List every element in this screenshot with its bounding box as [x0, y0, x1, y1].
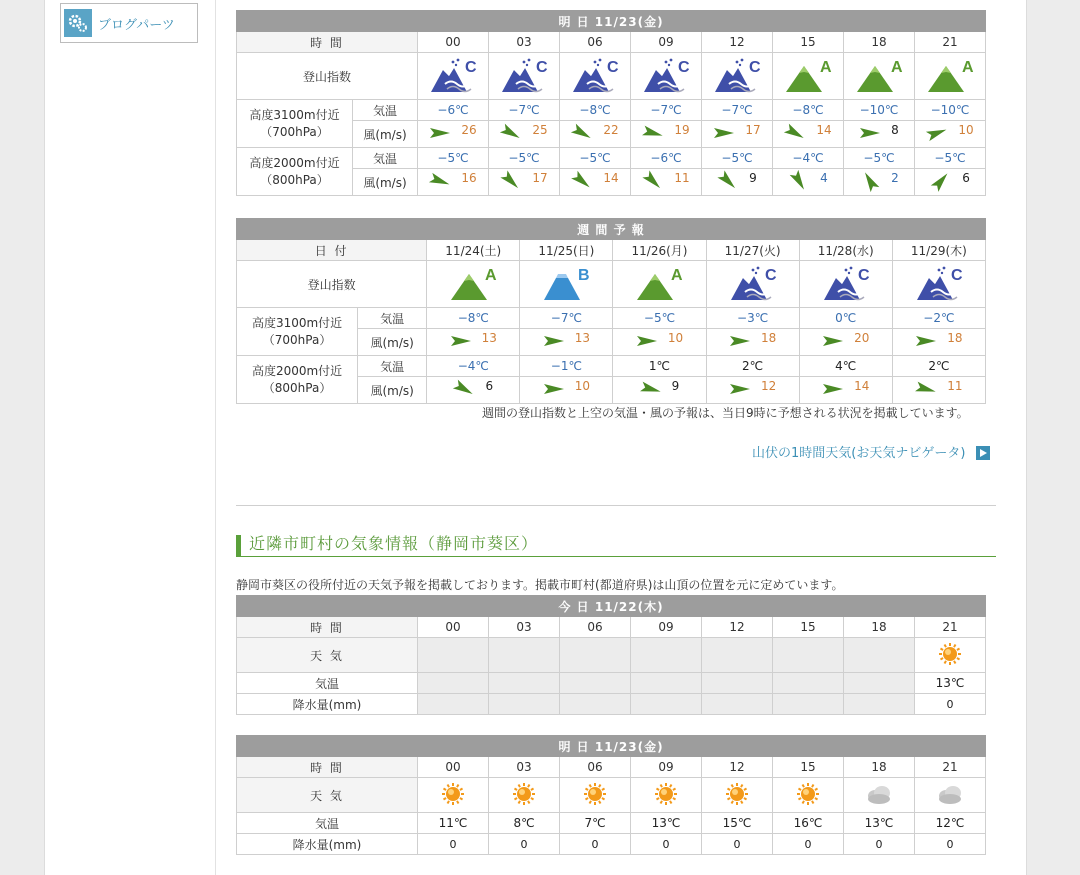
svg-text:C: C	[950, 266, 963, 284]
index-cell	[520, 261, 613, 308]
green-mountain-icon	[633, 266, 685, 305]
snow-mountain-icon	[498, 58, 550, 97]
weather-cell	[915, 638, 986, 673]
wind-arrow-icon	[822, 381, 844, 400]
alt2-label-cell	[237, 356, 358, 404]
navi-link-text: 山伏の1時間天気(お天気ナビゲータ)	[752, 446, 966, 461]
weather-cell	[773, 778, 844, 813]
wind-speed: 19	[674, 123, 690, 137]
wind-arrow-icon	[859, 125, 881, 144]
wind-cell	[915, 121, 986, 148]
temp-cell: −4℃	[773, 148, 844, 169]
temp-cell: 4℃	[799, 356, 892, 377]
hour-cell: 12	[702, 757, 773, 778]
wind-cell	[799, 329, 892, 356]
wind-arrow-icon	[571, 173, 593, 192]
snow-mountain-icon	[913, 266, 965, 305]
temp-cell	[773, 673, 844, 694]
temp-cell: 12℃	[915, 813, 986, 834]
navi-link[interactable]	[752, 442, 990, 461]
wind-arrow-icon	[543, 381, 565, 400]
alt2-sub: （800hPa）	[260, 172, 329, 187]
weather-cell	[560, 638, 631, 673]
wind-arrow-icon	[500, 173, 522, 192]
table-title: 明 日 11/23(金)	[237, 736, 986, 757]
temp-cell: −8℃	[560, 100, 631, 121]
wind-speed: 25	[532, 123, 548, 137]
precip-cell	[631, 694, 702, 715]
cloud-icon	[866, 794, 892, 808]
temp-cell: −7℃	[702, 100, 773, 121]
temp-cell: 8℃	[489, 813, 560, 834]
wind-speed: 17	[532, 171, 548, 185]
wind-speed: 4	[820, 171, 828, 185]
time-label: 時 間	[237, 757, 418, 778]
index-cell	[844, 53, 915, 100]
wind-cell	[702, 121, 773, 148]
wind-arrow-icon	[729, 381, 751, 400]
temp-cell: −7℃	[520, 308, 613, 329]
wind-speed: 2	[891, 171, 899, 185]
temp-cell: −7℃	[631, 100, 702, 121]
sun-icon	[583, 795, 607, 809]
weekly-table	[236, 218, 986, 404]
arrow-right-icon	[976, 446, 990, 460]
svg-text:C: C	[536, 58, 548, 76]
weather-cell	[631, 778, 702, 813]
hour-cell: 00	[418, 32, 489, 53]
precip-cell	[773, 694, 844, 715]
precip-cell: 0	[489, 834, 560, 855]
index-cell	[560, 53, 631, 100]
temp-cell: −5℃	[844, 148, 915, 169]
hour-cell: 15	[773, 617, 844, 638]
precip-cell: 0	[560, 834, 631, 855]
wind-arrow-icon	[543, 333, 565, 352]
wind-speed: 20	[854, 331, 870, 345]
gear-icon	[64, 9, 92, 37]
temp-cell: 1℃	[613, 356, 706, 377]
wind-speed: 8	[891, 123, 899, 137]
wind-label: 風(m/s)	[358, 377, 427, 404]
wind-cell	[892, 329, 985, 356]
wind-speed: 17	[745, 123, 761, 137]
hour-cell: 00	[418, 757, 489, 778]
temp-cell: 13℃	[844, 813, 915, 834]
wind-arrow-icon	[453, 381, 475, 400]
sidebar	[45, 0, 216, 875]
wind-arrow-icon	[788, 173, 810, 192]
index-cell	[706, 261, 799, 308]
alt2-sub: （800hPa）	[262, 380, 332, 395]
svg-text:A: A	[485, 266, 497, 284]
temp-cell	[560, 673, 631, 694]
hour-cell: 09	[631, 757, 702, 778]
precip-cell	[489, 694, 560, 715]
wind-cell	[520, 377, 613, 404]
precip-cell	[702, 694, 773, 715]
wind-arrow-icon	[859, 173, 881, 192]
temp-cell: −6℃	[418, 100, 489, 121]
svg-text:C: C	[607, 58, 619, 76]
wind-speed: 6	[962, 171, 970, 185]
hour-cell: 15	[773, 32, 844, 53]
hour-cell: 12	[702, 32, 773, 53]
precip-cell: 0	[915, 834, 986, 855]
wind-arrow-icon	[571, 125, 593, 144]
wind-speed: 9	[749, 171, 757, 185]
snow-mountain-icon	[820, 266, 872, 305]
index-label: 登山指数	[237, 261, 427, 308]
wind-arrow-icon	[429, 125, 451, 144]
wind-speed: 14	[603, 171, 619, 185]
index-cell	[427, 261, 520, 308]
table-title: 今 日 11/22(木)	[237, 596, 986, 617]
temp-cell: −7℃	[489, 100, 560, 121]
wind-speed: 11	[947, 379, 963, 393]
wind-cell	[702, 169, 773, 196]
sun-icon	[512, 795, 536, 809]
temp-cell	[702, 673, 773, 694]
wind-cell	[773, 169, 844, 196]
snow-mountain-icon	[711, 58, 763, 97]
hour-cell: 06	[560, 32, 631, 53]
hour-cell: 15	[773, 757, 844, 778]
weather-cell	[773, 638, 844, 673]
wind-arrow-icon	[915, 381, 937, 400]
temp-cell: 16℃	[773, 813, 844, 834]
wind-arrow-icon	[450, 333, 472, 352]
hour-cell: 03	[489, 617, 560, 638]
wind-cell	[560, 169, 631, 196]
temp-cell: 2℃	[892, 356, 985, 377]
divider	[236, 505, 996, 506]
wind-arrow-icon	[500, 125, 522, 144]
weather-cell	[844, 778, 915, 813]
date-cell: 11/29(木)	[892, 240, 985, 261]
hour-cell: 12	[702, 617, 773, 638]
date-label: 日 付	[237, 240, 427, 261]
wind-label: 風(m/s)	[353, 121, 418, 148]
weather-cell	[702, 638, 773, 673]
temp-cell: −5℃	[418, 148, 489, 169]
temp-cell	[489, 673, 560, 694]
green-mountain-icon	[853, 58, 905, 97]
wind-speed: 10	[958, 123, 974, 137]
svg-text:C: C	[465, 58, 477, 76]
green-mountain-icon	[782, 58, 834, 97]
wind-arrow-icon	[930, 173, 952, 192]
svg-text:A: A	[891, 58, 903, 76]
wind-speed: 11	[674, 171, 690, 185]
temp-cell: −5℃	[560, 148, 631, 169]
blue-mountain-icon	[540, 266, 592, 305]
index-cell	[418, 53, 489, 100]
svg-text:A: A	[671, 266, 684, 284]
wind-label: 風(m/s)	[358, 329, 427, 356]
temp-cell	[418, 673, 489, 694]
precip-cell: 0	[702, 834, 773, 855]
precip-label: 降水量(mm)	[237, 694, 418, 715]
svg-text:C: C	[857, 266, 870, 284]
wind-cell	[915, 169, 986, 196]
temp-cell	[844, 673, 915, 694]
alt1-sub: （700hPa）	[262, 332, 332, 347]
wind-cell	[706, 329, 799, 356]
wind-arrow-icon	[915, 333, 937, 352]
wind-cell	[489, 121, 560, 148]
index-cell	[702, 53, 773, 100]
temp-cell: 15℃	[702, 813, 773, 834]
table-title: 明 日 11/23(金)	[237, 11, 986, 32]
wind-speed: 22	[603, 123, 619, 137]
temp-cell: 2℃	[706, 356, 799, 377]
wind-speed: 10	[667, 331, 684, 345]
wind-arrow-icon	[642, 173, 664, 192]
temp-cell: −8℃	[427, 308, 520, 329]
hour-cell: 21	[915, 32, 986, 53]
alt2-label: 高度2000m付近	[251, 363, 343, 378]
precip-cell	[560, 694, 631, 715]
hour-cell: 06	[560, 757, 631, 778]
index-cell	[799, 261, 892, 308]
table-title: 週 間 予 報	[237, 219, 986, 240]
wind-arrow-icon	[784, 125, 806, 144]
hour-cell: 09	[631, 32, 702, 53]
temp-label: 気温	[358, 356, 427, 377]
wind-cell	[427, 377, 520, 404]
index-cell	[915, 53, 986, 100]
wind-speed: 16	[461, 171, 477, 185]
wind-cell	[844, 169, 915, 196]
temp-cell: 7℃	[560, 813, 631, 834]
index-cell	[773, 53, 844, 100]
svg-text:B: B	[578, 266, 590, 284]
date-cell: 11/26(月)	[613, 240, 706, 261]
temp-cell: 13℃	[631, 813, 702, 834]
temp-cell: −5℃	[915, 148, 986, 169]
wind-arrow-icon	[636, 333, 658, 352]
wind-cell	[844, 121, 915, 148]
index-cell	[489, 53, 560, 100]
green-mountain-icon	[924, 58, 976, 97]
weather-cell	[489, 638, 560, 673]
temp-cell: −2℃	[892, 308, 985, 329]
svg-text:C: C	[678, 58, 690, 76]
precip-label: 降水量(mm)	[237, 834, 418, 855]
alt1-label-cell	[237, 308, 358, 356]
precip-cell: 0	[631, 834, 702, 855]
weather-cell	[418, 638, 489, 673]
svg-text:C: C	[749, 58, 761, 76]
page-container	[44, 0, 1027, 875]
weather-cell	[702, 778, 773, 813]
date-cell: 11/25(日)	[520, 240, 613, 261]
snow-mountain-icon	[569, 58, 621, 97]
svg-text:A: A	[962, 58, 974, 76]
wind-speed: 6	[485, 379, 494, 393]
index-cell	[892, 261, 985, 308]
wind-cell	[613, 377, 706, 404]
temp-cell	[631, 673, 702, 694]
tomorrow-mountain-table	[236, 10, 986, 196]
wind-arrow-icon	[640, 381, 662, 400]
alt1-label: 高度3100m付近	[251, 315, 343, 330]
temp-cell: −5℃	[702, 148, 773, 169]
temp-cell: −1℃	[520, 356, 613, 377]
precip-cell: 0	[418, 834, 489, 855]
date-cell: 11/28(水)	[799, 240, 892, 261]
wind-arrow-icon	[642, 125, 664, 144]
wind-label: 風(m/s)	[353, 169, 418, 196]
alt1-label-cell	[237, 100, 353, 148]
wind-arrow-icon	[713, 125, 735, 144]
precip-cell	[844, 694, 915, 715]
temp-label: 気温	[353, 148, 418, 169]
weather-cell	[489, 778, 560, 813]
weather-label: 天 気	[237, 638, 418, 673]
svg-text:C: C	[764, 266, 777, 284]
alt1-label: 高度3100m付近	[249, 107, 340, 122]
sun-icon	[796, 795, 820, 809]
sun-icon	[938, 655, 962, 669]
alt2-label-cell	[237, 148, 353, 196]
wind-speed: 26	[461, 123, 477, 137]
wind-cell	[418, 121, 489, 148]
hour-cell: 09	[631, 617, 702, 638]
temp-label: 気温	[358, 308, 427, 329]
time-label: 時 間	[237, 617, 418, 638]
snow-mountain-icon	[640, 58, 692, 97]
sun-icon	[725, 795, 749, 809]
temp-cell: −4℃	[427, 356, 520, 377]
temp-cell: −8℃	[773, 100, 844, 121]
temp-label: 気温	[237, 673, 418, 694]
wind-arrow-icon	[429, 173, 451, 192]
temp-cell: −5℃	[613, 308, 706, 329]
wind-cell	[418, 169, 489, 196]
hour-cell: 03	[489, 32, 560, 53]
date-cell: 11/27(火)	[706, 240, 799, 261]
hour-cell: 06	[560, 617, 631, 638]
hour-cell: 21	[915, 757, 986, 778]
wind-cell	[799, 377, 892, 404]
temp-cell: 0℃	[799, 308, 892, 329]
time-label: 時 間	[237, 32, 418, 53]
weather-cell	[631, 638, 702, 673]
index-cell	[631, 53, 702, 100]
snow-mountain-icon	[427, 58, 479, 97]
weather-cell	[560, 778, 631, 813]
wind-speed: 13	[574, 331, 591, 345]
section-title: 近隣市町村の気象情報（静岡市葵区）	[236, 535, 996, 557]
wind-arrow-icon	[717, 173, 739, 192]
cloud-icon	[937, 794, 963, 808]
temp-cell: −5℃	[489, 148, 560, 169]
wind-speed: 13	[481, 331, 497, 345]
wind-cell	[560, 121, 631, 148]
sun-icon	[441, 795, 465, 809]
hour-cell: 18	[844, 757, 915, 778]
hour-cell: 18	[844, 617, 915, 638]
tomorrow_city-table	[236, 735, 986, 855]
precip-cell	[418, 694, 489, 715]
wind-speed: 18	[760, 331, 777, 345]
wind-cell	[706, 377, 799, 404]
wind-cell	[631, 121, 702, 148]
temp-cell: −3℃	[706, 308, 799, 329]
wind-speed: 10	[574, 379, 591, 393]
hour-cell: 03	[489, 757, 560, 778]
section-note: 静岡市葵区の役所付近の天気予報を掲載しております。掲載市町村(都道府県)は山頂の位置を元に定めています。	[236, 578, 844, 592]
snow-mountain-icon	[727, 266, 779, 305]
precip-cell: 0	[915, 694, 986, 715]
temp-label: 気温	[237, 813, 418, 834]
precip-cell: 0	[773, 834, 844, 855]
hour-cell: 21	[915, 617, 986, 638]
wind-cell	[631, 169, 702, 196]
wind-arrow-icon	[822, 333, 844, 352]
wind-arrow-icon	[729, 333, 751, 352]
temp-cell: −10℃	[915, 100, 986, 121]
weekly-note: 週間の登山指数と上空の気温・風の予報は、当日9時に予想される状況を掲載しています。	[482, 406, 969, 420]
wind-speed: 12	[760, 379, 777, 393]
temp-cell: −6℃	[631, 148, 702, 169]
wind-cell	[892, 377, 985, 404]
wind-speed: 18	[947, 331, 963, 345]
temp-cell: 13℃	[915, 673, 986, 694]
weather-cell	[418, 778, 489, 813]
index-cell	[613, 261, 706, 308]
hour-cell: 18	[844, 32, 915, 53]
wind-speed: 9	[671, 379, 680, 393]
temp-cell: 11℃	[418, 813, 489, 834]
blog-parts-label: ブログパーツ	[98, 17, 175, 33]
weather-cell	[844, 638, 915, 673]
today_city-table	[236, 595, 986, 715]
wind-speed: 14	[854, 379, 870, 393]
date-cell: 11/24(土)	[427, 240, 520, 261]
index-label: 登山指数	[237, 53, 418, 100]
green-mountain-icon	[447, 266, 499, 305]
temp-cell: −10℃	[844, 100, 915, 121]
wind-cell	[520, 329, 613, 356]
svg-text:A: A	[820, 58, 832, 76]
temp-label: 気温	[353, 100, 418, 121]
alt1-sub: （700hPa）	[260, 124, 329, 139]
wind-cell	[489, 169, 560, 196]
blog-parts-button[interactable]	[60, 3, 198, 43]
precip-cell: 0	[844, 834, 915, 855]
wind-cell	[773, 121, 844, 148]
weather-label: 天 気	[237, 778, 418, 813]
sun-icon	[654, 795, 678, 809]
alt2-label: 高度2000m付近	[249, 155, 340, 170]
wind-cell	[427, 329, 520, 356]
wind-cell	[613, 329, 706, 356]
weather-cell	[915, 778, 986, 813]
wind-speed: 14	[816, 123, 832, 137]
wind-arrow-icon	[926, 125, 948, 144]
hour-cell: 00	[418, 617, 489, 638]
